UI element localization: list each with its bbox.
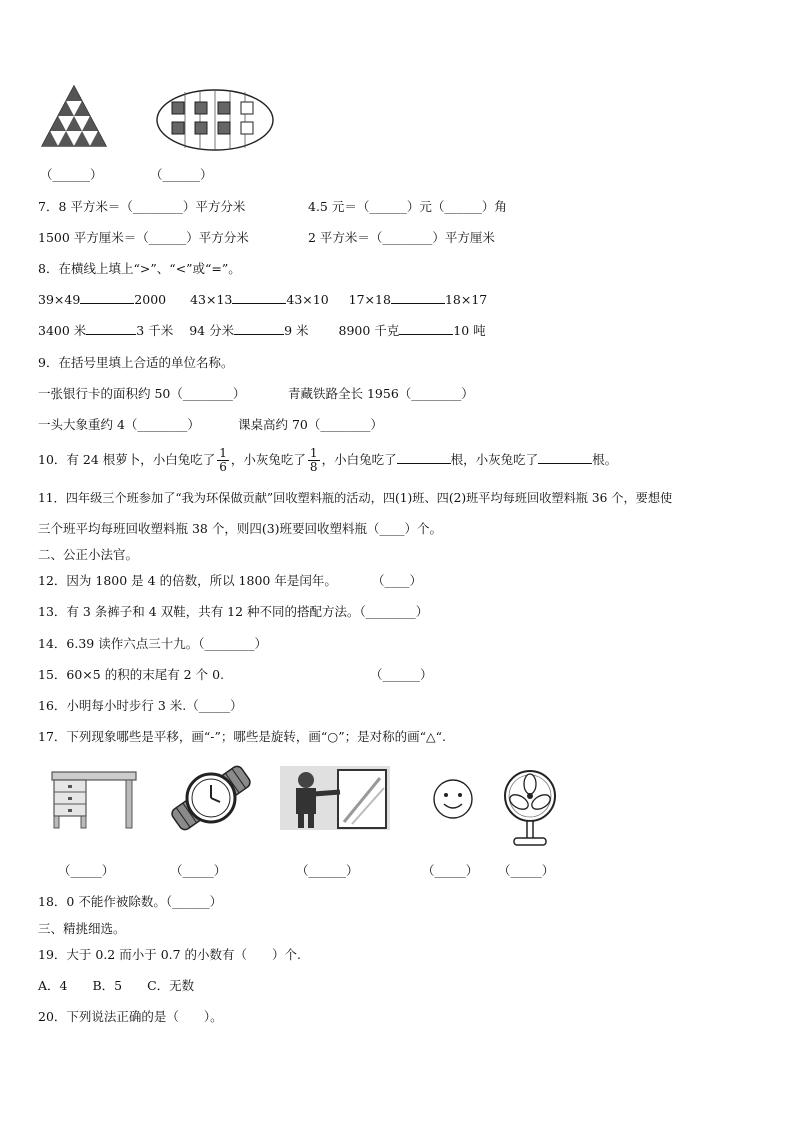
q17-answer-3[interactable]: （______） [296, 863, 359, 878]
section-3-heading: 三、精挑细选。 [38, 921, 126, 936]
q8-r1a-left: 39×49 [38, 292, 81, 307]
q8-r1b-right: 43×10 [286, 292, 329, 307]
q8-r1c-right: 18×17 [444, 292, 488, 307]
electric-fan-image [502, 768, 558, 848]
q8-r2c-blank[interactable] [399, 322, 453, 335]
q17-answer-4[interactable]: （_____） [422, 863, 479, 878]
q10-part1: 10．有 24 根萝卜，小白兔吃了 [38, 452, 216, 467]
fraction-1-denominator: 6 [219, 460, 227, 474]
fraction-one-sixth [217, 447, 229, 474]
q19-options: A．4 B．5 C．无数 [38, 978, 195, 993]
q7-line2-b: 2 平方米＝（________）平方厘米 [308, 230, 495, 245]
q8-row2 [38, 322, 486, 340]
q8-r2a-blank[interactable] [86, 322, 136, 335]
q10-line [38, 445, 617, 475]
q9-b: 青藏铁路全长 1956（________） [288, 386, 474, 401]
figure-b-answer[interactable]: （______） [150, 167, 213, 182]
wristwatch-image [165, 760, 257, 836]
oval-squares-figure [155, 88, 275, 152]
q8-row1 [38, 291, 487, 309]
q8-r1b-left: 43×13 [190, 292, 233, 307]
q8-r2b-blank[interactable] [234, 322, 284, 335]
q10-part3: ，小白兔吃了 [321, 452, 397, 467]
q7-line1-b: 4.5 元＝（______）元（______）角 [308, 199, 507, 214]
q15-answer[interactable]: （______） [370, 667, 433, 682]
q9-title: 9．在括号里填上合适的单位名称。 [38, 355, 234, 370]
q17-answer-2[interactable]: （_____） [170, 863, 227, 878]
q13-text: 13．有 3 条裤子和 4 双鞋，共有 12 种不同的搭配方法。（________） [38, 604, 429, 619]
q8-r2b-right: 9 米 [284, 323, 309, 338]
q9-a: 一张银行卡的面积约 50（________） [38, 386, 246, 401]
q17-answer-1[interactable]: （_____） [58, 863, 115, 878]
fraction-2-denominator: 8 [309, 460, 318, 474]
q17-text: 17．下列现象哪些是平移，画“-”；哪些是旋转，画“○”；是对称的画“△“. [38, 729, 446, 744]
q12-answer[interactable]: （____） [372, 573, 423, 588]
q18-text: 18．0 不能作被除数。（______） [38, 894, 223, 909]
smiley-face-icon [432, 778, 474, 820]
fraction-1-numerator: 1 [219, 446, 227, 460]
fraction-one-eighth [308, 447, 320, 474]
q9-c: 一头大象重约 4（________） [38, 417, 200, 432]
q11-line2: 三个班平均每班回收塑料瓶 38 个，则四(3)班要回收塑料瓶（____）个。 [38, 521, 443, 536]
triangle-figure [40, 84, 108, 148]
q8-r1c-left: 17×18 [348, 292, 391, 307]
q7-line1-a: 7．8 平方米＝（________）平方分米 [38, 199, 246, 214]
q8-r1b-blank[interactable] [232, 291, 286, 304]
q19-text: 19．大于 0.2 而小于 0.7 的小数有（ ）个. [38, 947, 302, 962]
figure-a-answer[interactable]: （______） [40, 167, 103, 182]
q8-title: 8．在横线上填上“>”、“<”或“=”。 [38, 261, 241, 276]
q8-r2c-left: 8900 千克 [338, 323, 400, 338]
q8-r1a-blank[interactable] [80, 291, 134, 304]
q12-text: 12．因为 1800 是 4 的倍数，所以 1800 年是闰年。 [38, 573, 337, 588]
desk-image [50, 766, 138, 830]
section-2-heading: 二、公正小法官。 [38, 547, 139, 562]
q8-r1c-blank[interactable] [391, 291, 445, 304]
q8-r2a-left: 3400 米 [38, 323, 87, 338]
q9-d: 课桌高约 70（________） [238, 417, 383, 432]
q11-line1: 11．四年级三个班参加了“我为环保做贡献”回收塑料瓶的活动，四(1)班、四(2)班平均每班回收塑料瓶 36 个，要想使 [38, 491, 673, 505]
q8-r2b-left: 94 分米 [189, 323, 235, 338]
q7-line2-a: 1500 平方厘米＝（______）平方分米 [38, 230, 249, 245]
q10-part4: 根，小灰兔吃了 [450, 452, 539, 467]
fraction-2-numerator: 1 [309, 446, 318, 460]
q20-text: 20．下列说法正确的是（ ）。 [38, 1009, 223, 1024]
q10-blank-2[interactable] [538, 451, 592, 464]
q16-text: 16．小明每小时步行 3 米.（_____） [38, 698, 243, 713]
q8-r2c-right: 10 吨 [453, 323, 486, 338]
q8-r1a-right: 2000 [134, 292, 167, 307]
q10-part2: ，小灰兔吃了 [230, 452, 306, 467]
q17-answer-5[interactable]: （_____） [498, 863, 555, 878]
q8-r2a-right: 3 千米 [136, 323, 174, 338]
q14-text: 14．6.39 读作六点三十九。（________） [38, 636, 267, 651]
person-pushing-window-image [280, 766, 390, 830]
q10-part5: 根。 [592, 452, 618, 467]
q15-text: 15．60×5 的积的末尾有 2 个 0. [38, 667, 225, 682]
q10-blank-1[interactable] [397, 451, 451, 464]
